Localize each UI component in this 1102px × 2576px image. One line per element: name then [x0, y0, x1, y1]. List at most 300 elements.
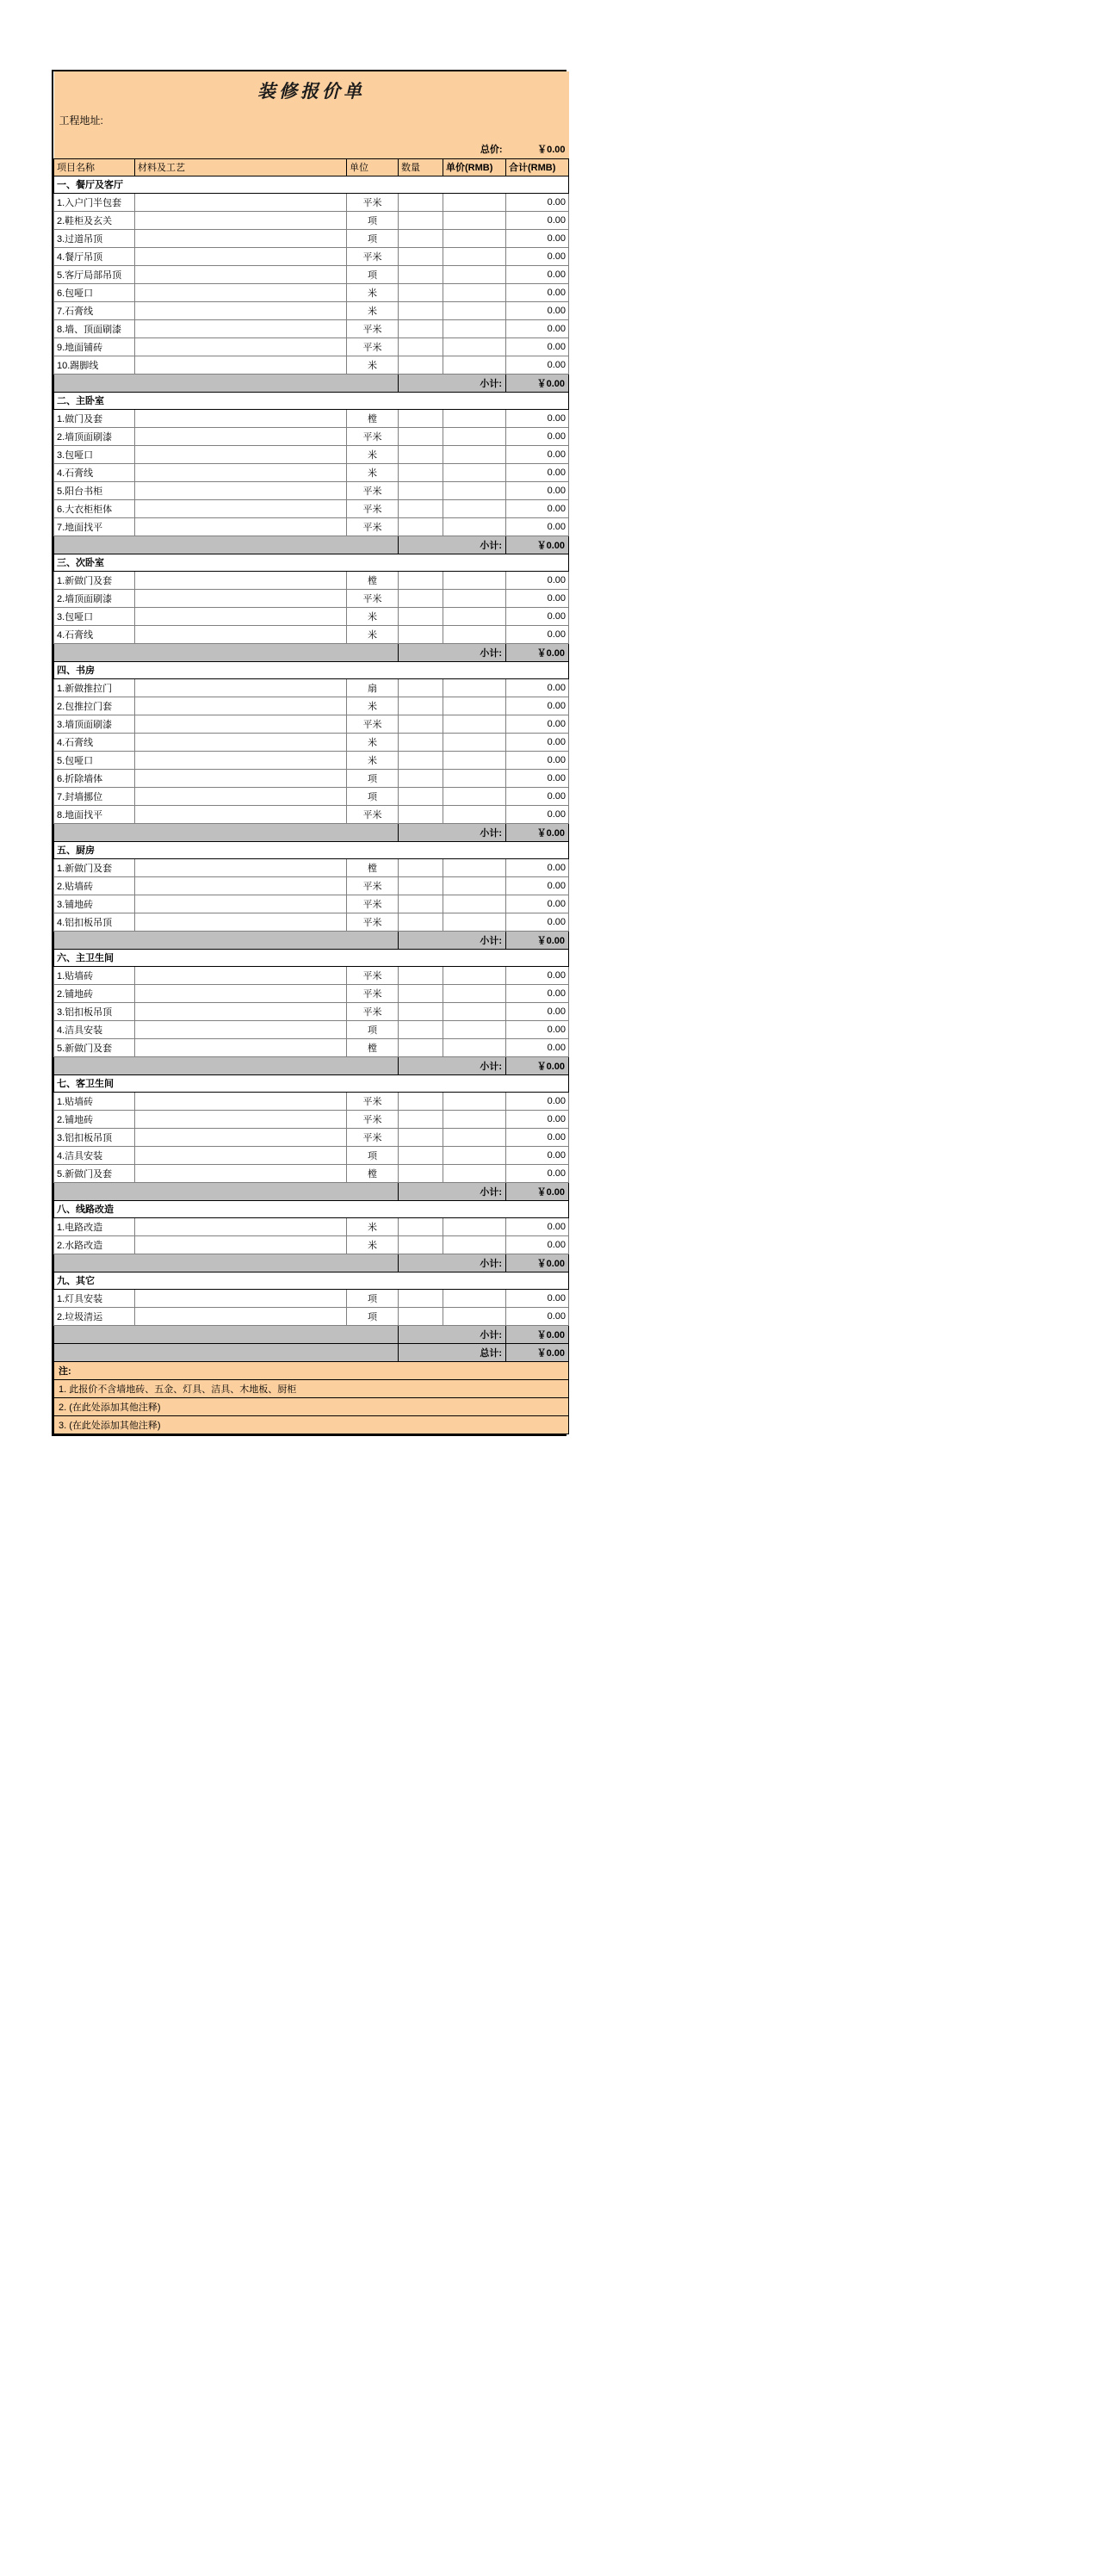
item-total: 0.00 [506, 229, 569, 247]
table-row [54, 463, 569, 481]
section-title: 六、主卫生间 [54, 949, 569, 966]
item-material[interactable] [135, 678, 347, 697]
item-material[interactable] [135, 1289, 347, 1307]
item-total: 0.00 [506, 966, 569, 984]
item-unit-price[interactable] [443, 697, 506, 715]
subtotal-value: ￥0.00 [506, 374, 569, 392]
item-material[interactable] [135, 1164, 347, 1182]
item-unit: 项 [347, 1307, 399, 1325]
item-unit-price[interactable] [443, 571, 506, 589]
item-total: 0.00 [506, 895, 569, 913]
section-title: 八、线路改造 [54, 1200, 569, 1217]
table-row [54, 966, 569, 984]
item-material[interactable] [135, 913, 347, 931]
item-unit-price[interactable] [443, 1217, 506, 1235]
table-row [54, 283, 569, 301]
item-unit: 项 [347, 769, 399, 787]
table-row [54, 229, 569, 247]
item-unit-price[interactable] [443, 337, 506, 356]
item-unit: 平米 [347, 1110, 399, 1128]
item-material[interactable] [135, 283, 347, 301]
item-unit-price[interactable] [443, 409, 506, 427]
subtotal-value: ￥0.00 [506, 1325, 569, 1343]
section-header-row [54, 1074, 569, 1092]
item-material[interactable] [135, 1128, 347, 1146]
item-quantity[interactable] [399, 229, 443, 247]
notes-heading: 注: [54, 1361, 569, 1379]
item-unit-price[interactable] [443, 463, 506, 481]
item-quantity[interactable] [399, 1217, 443, 1235]
item-quantity[interactable] [399, 1092, 443, 1110]
item-unit: 米 [347, 356, 399, 374]
item-unit-price[interactable] [443, 625, 506, 643]
note-text[interactable]: 1. 此报价不含墙地砖、五金、灯具、洁具、木地板、厨柜 [54, 1379, 569, 1397]
item-total: 0.00 [506, 805, 569, 823]
table-row [54, 247, 569, 265]
item-material[interactable] [135, 1092, 347, 1110]
item-name: 4.石膏线 [54, 733, 135, 751]
item-quantity[interactable] [399, 283, 443, 301]
item-material[interactable] [135, 805, 347, 823]
item-unit: 米 [347, 697, 399, 715]
item-unit-price[interactable] [443, 517, 506, 536]
item-quantity[interactable] [399, 769, 443, 787]
column-header-unit: 单位 [347, 158, 399, 176]
item-unit: 平米 [347, 1002, 399, 1020]
subtotal-spacer [54, 536, 399, 554]
item-unit: 樘 [347, 571, 399, 589]
section-subtotal-row [54, 1325, 569, 1343]
item-unit-price[interactable] [443, 1164, 506, 1182]
subtotal-value: ￥0.00 [506, 1056, 569, 1074]
subtotal-label: 小计: [399, 374, 506, 392]
item-total: 0.00 [506, 751, 569, 769]
subtotal-label: 小计: [399, 823, 506, 841]
item-quantity[interactable] [399, 697, 443, 715]
item-unit: 项 [347, 787, 399, 805]
item-material[interactable] [135, 715, 347, 733]
table-row [54, 1289, 569, 1307]
final-total-label: 总计: [399, 1343, 506, 1361]
item-unit: 项 [347, 265, 399, 283]
note-text[interactable]: 2. (在此处添加其他注释) [54, 1397, 569, 1415]
item-quantity[interactable] [399, 678, 443, 697]
item-unit-price[interactable] [443, 733, 506, 751]
item-name: 6.包哑口 [54, 283, 135, 301]
item-total: 0.00 [506, 913, 569, 931]
item-quantity[interactable] [399, 265, 443, 283]
item-unit: 项 [347, 211, 399, 229]
item-quantity[interactable] [399, 301, 443, 319]
final-total-value: ￥0.00 [506, 1343, 569, 1361]
item-material[interactable] [135, 895, 347, 913]
subtotal-spacer [54, 1182, 399, 1200]
item-quantity[interactable] [399, 1038, 443, 1056]
item-name: 1.电路改造 [54, 1217, 135, 1235]
grand-total-value: ￥0.00 [506, 140, 569, 158]
final-total-row [54, 1343, 569, 1361]
item-total: 0.00 [506, 1128, 569, 1146]
item-quantity[interactable] [399, 805, 443, 823]
item-quantity[interactable] [399, 984, 443, 1002]
item-unit-price[interactable] [443, 858, 506, 876]
item-quantity[interactable] [399, 787, 443, 805]
table-row [54, 805, 569, 823]
item-material[interactable] [135, 337, 347, 356]
item-unit-price[interactable] [443, 301, 506, 319]
item-material[interactable] [135, 193, 347, 211]
item-quantity[interactable] [399, 337, 443, 356]
item-total: 0.00 [506, 715, 569, 733]
notes-heading-row [54, 1361, 569, 1379]
item-material[interactable] [135, 427, 347, 445]
section-header-row [54, 554, 569, 571]
item-unit-price[interactable] [443, 247, 506, 265]
subtotal-label: 小计: [399, 536, 506, 554]
item-material[interactable] [135, 984, 347, 1002]
final-total-spacer [54, 1343, 399, 1361]
item-name: 4.石膏线 [54, 463, 135, 481]
item-name: 4.石膏线 [54, 625, 135, 643]
item-total: 0.00 [506, 1020, 569, 1038]
item-quantity[interactable] [399, 625, 443, 643]
item-unit-price[interactable] [443, 481, 506, 499]
item-quantity[interactable] [399, 1146, 443, 1164]
subtotal-value: ￥0.00 [506, 536, 569, 554]
item-material[interactable] [135, 571, 347, 589]
item-unit-price[interactable] [443, 265, 506, 283]
item-unit: 米 [347, 463, 399, 481]
subtotal-spacer [54, 1056, 399, 1074]
item-quantity[interactable] [399, 193, 443, 211]
item-material[interactable] [135, 858, 347, 876]
item-total: 0.00 [506, 356, 569, 374]
item-material[interactable] [135, 211, 347, 229]
spacer-cell [54, 131, 569, 140]
item-unit-price[interactable] [443, 193, 506, 211]
item-quantity[interactable] [399, 913, 443, 931]
item-unit-price[interactable] [443, 1128, 506, 1146]
item-unit: 平米 [347, 1128, 399, 1146]
item-unit-price[interactable] [443, 1002, 506, 1020]
item-unit: 樘 [347, 858, 399, 876]
item-quantity[interactable] [399, 1289, 443, 1307]
table-row [54, 356, 569, 374]
item-quantity[interactable] [399, 1128, 443, 1146]
item-unit: 米 [347, 751, 399, 769]
table-row [54, 427, 569, 445]
item-unit-price[interactable] [443, 1289, 506, 1307]
item-unit: 米 [347, 1235, 399, 1254]
subtotal-label: 小计: [399, 1056, 506, 1074]
item-material[interactable] [135, 481, 347, 499]
item-quantity[interactable] [399, 571, 443, 589]
section-title: 四、书房 [54, 661, 569, 678]
item-unit-price[interactable] [443, 1307, 506, 1325]
item-material[interactable] [135, 589, 347, 607]
item-total: 0.00 [506, 409, 569, 427]
item-unit-price[interactable] [443, 319, 506, 337]
item-quantity[interactable] [399, 1235, 443, 1254]
item-unit: 平米 [347, 895, 399, 913]
item-unit: 樘 [347, 1038, 399, 1056]
item-material[interactable] [135, 769, 347, 787]
table-row [54, 678, 569, 697]
section-title: 七、客卫生间 [54, 1074, 569, 1092]
item-material[interactable] [135, 966, 347, 984]
item-total: 0.00 [506, 427, 569, 445]
table-row [54, 895, 569, 913]
item-name: 3.铝扣板吊顶 [54, 1002, 135, 1020]
subtotal-spacer [54, 931, 399, 949]
table-row [54, 211, 569, 229]
section-subtotal-row [54, 823, 569, 841]
item-name: 2.包推拉门套 [54, 697, 135, 715]
column-header-total: 合计(RMB) [506, 158, 569, 176]
subtotal-value: ￥0.00 [506, 643, 569, 661]
item-name: 2.墙顶面刷漆 [54, 427, 135, 445]
item-unit-price[interactable] [443, 876, 506, 895]
table-row [54, 1020, 569, 1038]
item-material[interactable] [135, 876, 347, 895]
table-row [54, 589, 569, 607]
item-unit-price[interactable] [443, 1020, 506, 1038]
item-quantity[interactable] [399, 858, 443, 876]
item-quantity[interactable] [399, 715, 443, 733]
item-material[interactable] [135, 733, 347, 751]
item-material[interactable] [135, 1217, 347, 1235]
item-total: 0.00 [506, 445, 569, 463]
item-quantity[interactable] [399, 876, 443, 895]
item-unit: 平米 [347, 805, 399, 823]
section-subtotal-row [54, 1056, 569, 1074]
section-header-row [54, 176, 569, 193]
subtotal-label: 小计: [399, 931, 506, 949]
item-quantity[interactable] [399, 247, 443, 265]
table-row [54, 984, 569, 1002]
item-name: 3.铝扣板吊顶 [54, 1128, 135, 1146]
item-unit: 米 [347, 301, 399, 319]
item-material[interactable] [135, 1307, 347, 1325]
subtotal-value: ￥0.00 [506, 823, 569, 841]
item-name: 1.贴墙砖 [54, 966, 135, 984]
item-material[interactable] [135, 1235, 347, 1254]
item-unit: 米 [347, 625, 399, 643]
item-material[interactable] [135, 499, 347, 517]
item-material[interactable] [135, 607, 347, 625]
item-unit: 扇 [347, 678, 399, 697]
item-name: 3.过道吊顶 [54, 229, 135, 247]
item-total: 0.00 [506, 1146, 569, 1164]
item-material[interactable] [135, 697, 347, 715]
item-material[interactable] [135, 1002, 347, 1020]
item-unit: 平米 [347, 517, 399, 536]
item-total: 0.00 [506, 481, 569, 499]
item-unit-price[interactable] [443, 984, 506, 1002]
item-quantity[interactable] [399, 481, 443, 499]
item-name: 2.水路改造 [54, 1235, 135, 1254]
item-unit-price[interactable] [443, 607, 506, 625]
item-unit-price[interactable] [443, 283, 506, 301]
item-material[interactable] [135, 1110, 347, 1128]
item-name: 6.大衣柜柜体 [54, 499, 135, 517]
section-title: 二、主卧室 [54, 392, 569, 409]
item-unit-price[interactable] [443, 445, 506, 463]
item-quantity[interactable] [399, 607, 443, 625]
item-unit-price[interactable] [443, 1110, 506, 1128]
item-name: 5.包哑口 [54, 751, 135, 769]
subtotal-label: 小计: [399, 1325, 506, 1343]
item-quantity[interactable] [399, 1020, 443, 1038]
item-material[interactable] [135, 247, 347, 265]
item-name: 3.包哑口 [54, 607, 135, 625]
project-address-label[interactable]: 工程地址: [54, 109, 569, 131]
section-title: 五、厨房 [54, 841, 569, 858]
section-header-row [54, 841, 569, 858]
table-row [54, 876, 569, 895]
item-unit-price[interactable] [443, 787, 506, 805]
item-quantity[interactable] [399, 427, 443, 445]
item-unit-price[interactable] [443, 1092, 506, 1110]
item-quantity[interactable] [399, 211, 443, 229]
item-unit-price[interactable] [443, 715, 506, 733]
item-name: 2.贴墙砖 [54, 876, 135, 895]
item-material[interactable] [135, 517, 347, 536]
item-unit-price[interactable] [443, 356, 506, 374]
table-row [54, 787, 569, 805]
item-unit: 平米 [347, 193, 399, 211]
item-unit: 平米 [347, 984, 399, 1002]
address-row [54, 109, 569, 131]
item-unit-price[interactable] [443, 427, 506, 445]
item-material[interactable] [135, 787, 347, 805]
item-total: 0.00 [506, 697, 569, 715]
item-total: 0.00 [506, 247, 569, 265]
item-quantity[interactable] [399, 1110, 443, 1128]
item-quantity[interactable] [399, 895, 443, 913]
item-quantity[interactable] [399, 751, 443, 769]
item-material[interactable] [135, 445, 347, 463]
subtotal-spacer [54, 1254, 399, 1272]
item-unit-price[interactable] [443, 1038, 506, 1056]
section-header-row [54, 392, 569, 409]
item-unit-price[interactable] [443, 913, 506, 931]
item-material[interactable] [135, 751, 347, 769]
item-material[interactable] [135, 409, 347, 427]
section-subtotal-row [54, 1254, 569, 1272]
item-unit-price[interactable] [443, 966, 506, 984]
item-unit-price[interactable] [443, 499, 506, 517]
item-material[interactable] [135, 1146, 347, 1164]
item-material[interactable] [135, 265, 347, 283]
item-name: 2.垃圾清运 [54, 1307, 135, 1325]
column-header-quantity: 数量 [399, 158, 443, 176]
table-row [54, 319, 569, 337]
item-total: 0.00 [506, 517, 569, 536]
subtotal-spacer [54, 823, 399, 841]
item-unit-price[interactable] [443, 589, 506, 607]
section-header-row [54, 661, 569, 678]
item-total: 0.00 [506, 571, 569, 589]
item-quantity[interactable] [399, 1002, 443, 1020]
item-name: 8.墙、顶面刷漆 [54, 319, 135, 337]
item-quantity[interactable] [399, 517, 443, 536]
item-name: 1.灯具安装 [54, 1289, 135, 1307]
item-unit-price[interactable] [443, 229, 506, 247]
item-total: 0.00 [506, 283, 569, 301]
item-total: 0.00 [506, 1289, 569, 1307]
section-title: 九、其它 [54, 1272, 569, 1289]
item-material[interactable] [135, 319, 347, 337]
column-header-row [54, 158, 569, 176]
item-material[interactable] [135, 301, 347, 319]
item-quantity[interactable] [399, 1307, 443, 1325]
item-total: 0.00 [506, 876, 569, 895]
item-unit: 平米 [347, 966, 399, 984]
item-quantity[interactable] [399, 966, 443, 984]
item-quantity[interactable] [399, 409, 443, 427]
item-unit-price[interactable] [443, 678, 506, 697]
item-name: 1.贴墙砖 [54, 1092, 135, 1110]
item-unit-price[interactable] [443, 769, 506, 787]
item-name: 1.新做门及套 [54, 858, 135, 876]
item-material[interactable] [135, 463, 347, 481]
item-quantity[interactable] [399, 499, 443, 517]
item-material[interactable] [135, 625, 347, 643]
item-unit-price[interactable] [443, 1146, 506, 1164]
item-unit-price[interactable] [443, 751, 506, 769]
item-quantity[interactable] [399, 463, 443, 481]
item-unit: 项 [347, 229, 399, 247]
item-material[interactable] [135, 1020, 347, 1038]
item-total: 0.00 [506, 858, 569, 876]
item-unit-price[interactable] [443, 1235, 506, 1254]
item-material[interactable] [135, 1038, 347, 1056]
item-quantity[interactable] [399, 445, 443, 463]
item-material[interactable] [135, 229, 347, 247]
item-name: 4.洁具安装 [54, 1020, 135, 1038]
item-quantity[interactable] [399, 733, 443, 751]
item-quantity[interactable] [399, 589, 443, 607]
note-text[interactable]: 3. (在此处添加其他注释) [54, 1415, 569, 1434]
item-total: 0.00 [506, 1038, 569, 1056]
item-unit-price[interactable] [443, 895, 506, 913]
item-name: 3.铺地砖 [54, 895, 135, 913]
item-name: 3.包哑口 [54, 445, 135, 463]
subtotal-label: 小计: [399, 1254, 506, 1272]
table-row [54, 751, 569, 769]
item-unit: 平米 [347, 481, 399, 499]
item-unit-price[interactable] [443, 805, 506, 823]
item-total: 0.00 [506, 301, 569, 319]
item-unit: 樘 [347, 409, 399, 427]
item-name: 1.新做推拉门 [54, 678, 135, 697]
item-quantity[interactable] [399, 356, 443, 374]
item-material[interactable] [135, 356, 347, 374]
table-row [54, 517, 569, 536]
item-unit: 樘 [347, 1164, 399, 1182]
item-name: 5.阳台书柜 [54, 481, 135, 499]
item-quantity[interactable] [399, 1164, 443, 1182]
item-total: 0.00 [506, 499, 569, 517]
item-name: 6.折除墙体 [54, 769, 135, 787]
item-total: 0.00 [506, 265, 569, 283]
item-unit-price[interactable] [443, 211, 506, 229]
item-name: 8.地面找平 [54, 805, 135, 823]
column-header-unit-price: 单价(RMB) [443, 158, 506, 176]
quotation-body [54, 71, 569, 1434]
item-quantity[interactable] [399, 319, 443, 337]
